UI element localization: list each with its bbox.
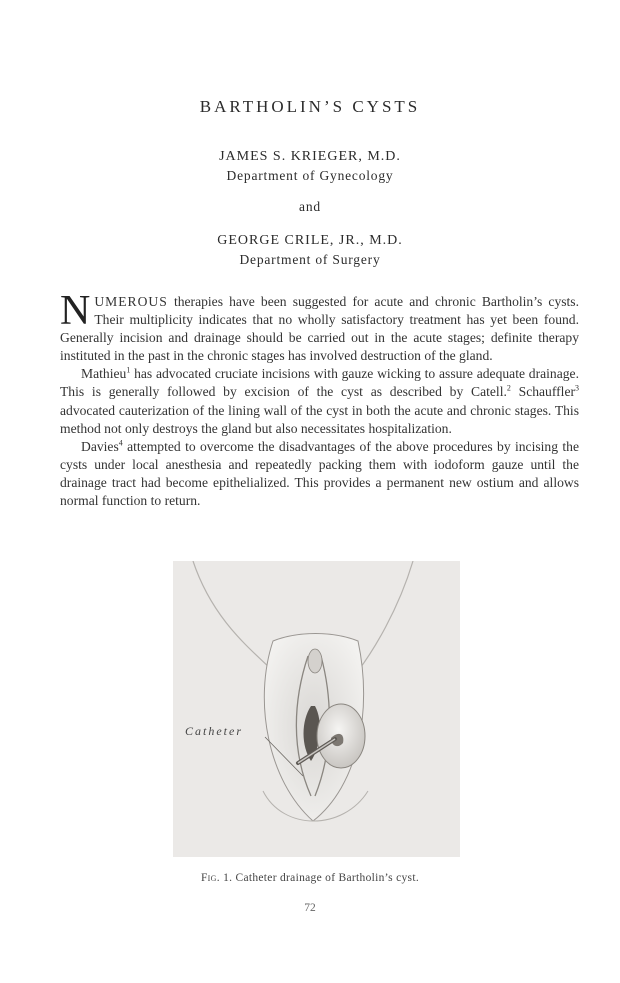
- author-conjunction: and: [299, 199, 321, 214]
- paragraph-2-text-a: has advocated cruciate incisions with gauze wicking to assure adequate drainage. This is generally followed by excision of the cyst as described by Catell.: [60, 366, 579, 400]
- lead-in-smallcaps: UMEROUS: [94, 294, 168, 309]
- paragraph-1-text: therapies have been suggested for acute and chronic Bartholin’s cysts. Their multiplicity indicates that no wholly satisfactory treatment has yet been found. Generally incision and drainage should be carried out in the acute stages; definite therapy instituted in the past in the chronic stages has involved destruction of the gland.: [60, 294, 579, 364]
- figure-caption-text: Catheter drainage of Bartholin’s cyst.: [232, 872, 420, 884]
- reference-1: 1: [126, 365, 131, 375]
- paragraph-3: [60, 438, 579, 510]
- paragraph-2-text-b: advocated cauterization of the lining wall of the cyst in both the acute and chronic stages. This method not only destroys the gland but also necessitates hospitalization.: [60, 402, 579, 436]
- figure-label-catheter: Catheter: [185, 724, 243, 738]
- citation-davies: Davies: [81, 438, 119, 454]
- reference-2: 2: [506, 383, 511, 393]
- author-2-department: Department of Surgery: [239, 252, 381, 267]
- reference-3: 3: [575, 383, 580, 393]
- citation-mathieu: Mathieu: [81, 366, 127, 382]
- author-block: [0, 147, 620, 269]
- drop-cap: N: [60, 288, 91, 334]
- author-1-name: JAMES S. KRIEGER, M.D.: [219, 149, 401, 164]
- article-body: [60, 288, 580, 510]
- paragraph-3-text: attempted to overcome the disadvantages of the above procedures by incising the cysts under local anesthesia and repeatedly packing them with iodoform gauze until the drainage tract had become epithelialized. This provides a permanent new ostium and allows normal function to return.: [60, 438, 579, 509]
- citation-schauffler: Schauffler: [510, 384, 576, 400]
- author-1-department: Department of Gynecology: [226, 168, 394, 183]
- reference-4: 4: [118, 438, 123, 448]
- paragraph-2: [60, 365, 579, 437]
- figure-caption-prefix: Fig. 1.: [200, 872, 233, 884]
- paragraph-1: [60, 288, 579, 365]
- page-number: 72: [304, 902, 316, 914]
- article-title: BARTHOLIN’S CYSTS: [199, 97, 421, 116]
- figure-caption: [0, 872, 620, 884]
- figure-illustration: [173, 561, 460, 857]
- author-2-name: GEORGE CRILE, JR., M.D.: [217, 233, 403, 248]
- anatomical-drawing: [173, 561, 460, 857]
